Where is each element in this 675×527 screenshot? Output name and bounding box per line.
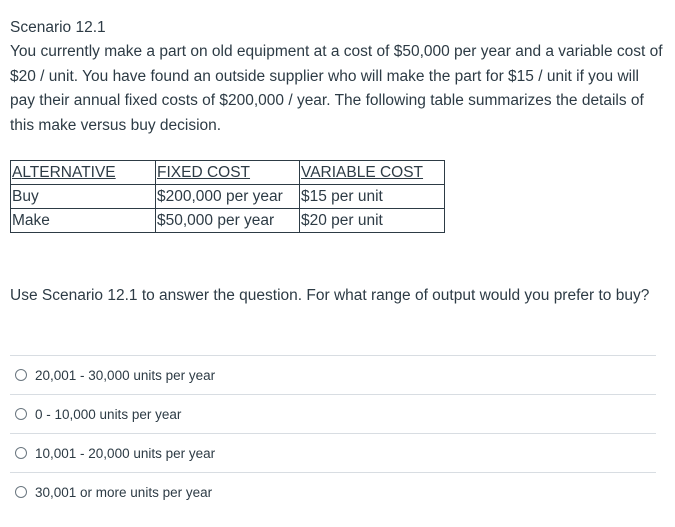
scenario-description: You currently make a part on old equipment at a cost of $50,000 per year and a variable cost of $20 / unit. You have found an outside supplier who will make the part for $15 / unit if you will pay their annual fixed costs of $200,000 / year. The following table summarizes the details of this make versus buy decision. xyxy=(10,43,663,134)
answer-option[interactable] xyxy=(10,433,656,472)
question-text: Use Scenario 12.1 to answer the question. For what range of output would you prefer to buy? xyxy=(10,287,650,304)
table-row xyxy=(11,185,445,209)
answer-option[interactable] xyxy=(10,394,656,433)
answer-label: 10,001 - 20,000 units per year xyxy=(35,445,216,461)
answer-label: 30,001 or more units per year xyxy=(35,484,213,500)
table-cell: Buy xyxy=(11,185,156,209)
answer-option[interactable] xyxy=(10,355,656,394)
table-header-cell: VARIABLE COST xyxy=(300,161,445,185)
table-row xyxy=(11,209,445,233)
table-cell: $15 per unit xyxy=(300,185,445,209)
make-vs-buy-table xyxy=(10,160,445,233)
radio-button-icon[interactable] xyxy=(15,369,27,381)
radio-button-icon[interactable] xyxy=(15,408,27,420)
table-cell: $200,000 per year xyxy=(156,185,300,209)
answer-option[interactable] xyxy=(10,472,656,511)
answer-label: 0 - 10,000 units per year xyxy=(35,406,182,422)
table-cell: $20 per unit xyxy=(300,209,445,233)
answer-list xyxy=(10,355,656,511)
radio-button-icon[interactable] xyxy=(15,486,27,498)
scenario-title: Scenario 12.1 xyxy=(10,19,106,36)
table-cell: Make xyxy=(11,209,156,233)
table-cell: $50,000 per year xyxy=(156,209,300,233)
answer-label: 20,001 - 30,000 units per year xyxy=(35,367,216,383)
table-header-cell: FIXED COST xyxy=(156,161,300,185)
radio-button-icon[interactable] xyxy=(15,447,27,459)
table-header-row xyxy=(11,161,445,185)
table-header-cell: ALTERNATIVE xyxy=(11,161,156,185)
